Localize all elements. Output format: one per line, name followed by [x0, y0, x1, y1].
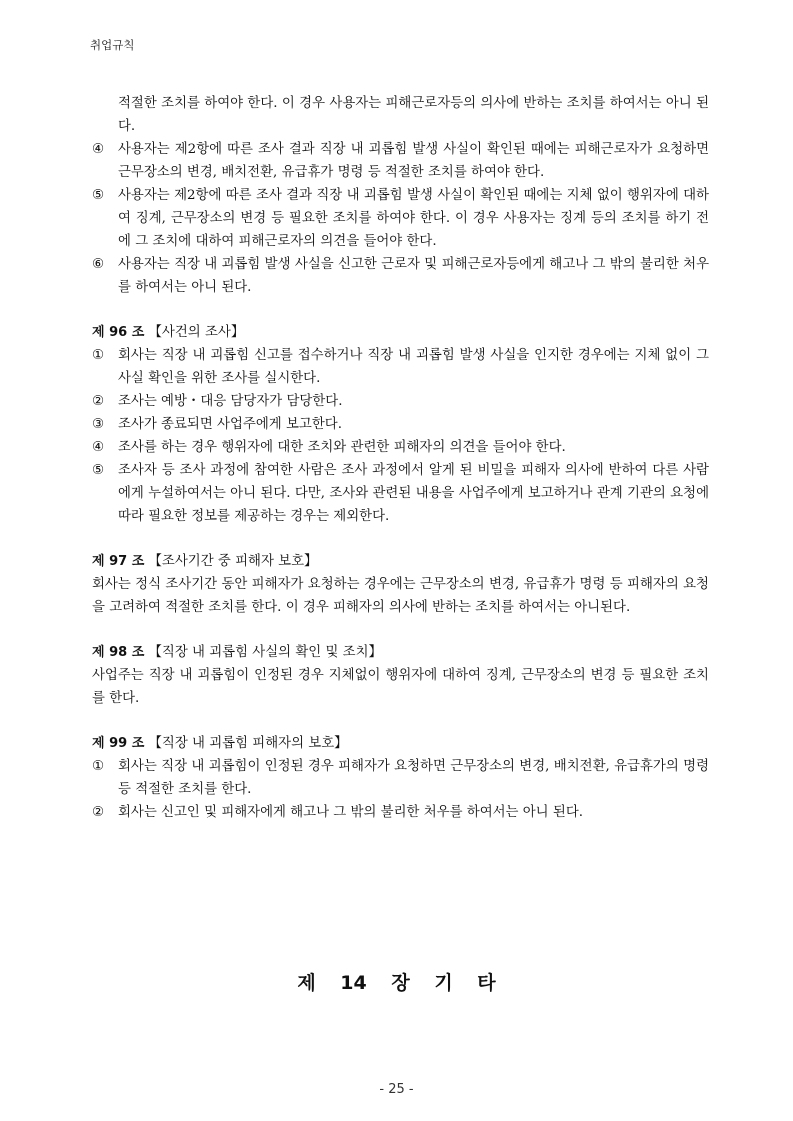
- article-96: [92, 321, 709, 528]
- article-heading: [92, 550, 709, 573]
- page-number: - 25 -: [379, 1082, 414, 1097]
- article-number: 제 97 조: [92, 554, 145, 569]
- list-item: [92, 390, 709, 413]
- list-item: [92, 138, 709, 184]
- article-body: 사업주는 직장 내 괴롭힘이 인정된 경우 지체없이 행위자에 대하여 징계, 근무장소의 변경 등 필요한 조치를 한다.: [92, 668, 709, 706]
- article-97: [92, 550, 709, 619]
- document-body: [92, 92, 709, 824]
- article-heading: [92, 641, 709, 664]
- list-item: [92, 413, 709, 436]
- article-heading: [92, 732, 709, 755]
- item-number: ③: [92, 417, 105, 432]
- list-item: [92, 344, 709, 390]
- list-item: [92, 253, 709, 299]
- item-text: 조사가 종료되면 사업주에게 보고한다.: [118, 417, 342, 432]
- article-99: [92, 732, 709, 824]
- item-text: 회사는 직장 내 괴롭힘이 인정된 경우 피해자가 요청하면 근무장소의 변경, 배치전환, 유급휴가의 명령 등 적절한 조치를 한다.: [118, 759, 709, 797]
- document-header: 취업규칙: [90, 38, 135, 52]
- item-number: ④: [92, 440, 105, 455]
- item-number: ⑥: [92, 257, 105, 272]
- item-text: 사용자는 직장 내 괴롭힘 발생 사실을 신고한 근로자 및 피해근로자등에게 해고나 그 밖의 불리한 처우를 하여서는 아니 된다.: [118, 257, 709, 295]
- item-number: ⑤: [92, 463, 105, 478]
- item-text: 조사자 등 조사 과정에 참여한 사람은 조사 과정에서 알게 된 비밀을 피해자 의사에 반하여 다른 사람에게 누설하여서는 아니 된다. 다만, 조사와 관련된 내용을 사업주에게 보고하거나 관계 기관의 요청에 따라 필요한 정보를 제공하는 경우는 제외한다.: [118, 463, 709, 524]
- article-98: [92, 641, 709, 710]
- item-text: 회사는 직장 내 괴롭힘 신고를 접수하거나 직장 내 괴롭힘 발생 사실을 인지한 경우에는 지체 없이 그 사실 확인을 위한 조사를 실시한다.: [118, 348, 709, 386]
- article-body: 회사는 정식 조사기간 동안 피해자가 요청하는 경우에는 근무장소의 변경, 유급휴가 명령 등 피해자의 요청을 고려하여 적절한 조치를 한다. 이 경우 피해자의 의사에 반하는 조치를 하여서는 아니된다.: [92, 577, 709, 615]
- chapter-title: 제 14 장 기 타: [297, 972, 496, 994]
- article-title: 【직장 내 괴롭힘 피해자의 보호】: [148, 736, 348, 751]
- list-item: [92, 459, 709, 528]
- article-heading: [92, 321, 709, 344]
- prev-article-items: [92, 138, 709, 299]
- item-text: 조사를 하는 경우 행위자에 대한 조치와 관련한 피해자의 의견을 들어야 한다.: [118, 440, 566, 455]
- item-number: ②: [92, 394, 105, 409]
- list-item: [92, 801, 709, 824]
- article-number: 제 98 조: [92, 645, 145, 660]
- article-title: 【조사기간 중 피해자 보호】: [148, 554, 318, 569]
- item-text: 사용자는 제2항에 따른 조사 결과 직장 내 괴롭힘 발생 사실이 확인된 때에는 피해근로자가 요청하면 근무장소의 변경, 배치전환, 유급휴가 명령 등 적절한 조치를 하여야 한다.: [118, 142, 709, 180]
- item-text: 조사는 예방・대응 담당자가 담당한다.: [118, 394, 343, 409]
- article-number: 제 96 조: [92, 325, 145, 340]
- article-title: 【사건의 조사】: [148, 325, 245, 340]
- continuation-text: 적절한 조치를 하여야 한다. 이 경우 사용자는 피해근로자등의 의사에 반하는 조치를 하여서는 아니 된다.: [118, 96, 709, 134]
- item-text: 회사는 신고인 및 피해자에게 해고나 그 밖의 불리한 처우를 하여서는 아니 된다.: [118, 805, 584, 820]
- list-item: [92, 184, 709, 253]
- item-text: 사용자는 제2항에 따른 조사 결과 직장 내 괴롭힘 발생 사실이 확인된 때에는 지체 없이 행위자에 대하여 징계, 근무장소의 변경 등 필요한 조치를 하여야 한다. 이 경우 사용자는 징계 등의 조치를 하기 전에 그 조치에 대하여 피해근로자의 의견을 들어야 한다.: [118, 188, 709, 249]
- item-number: ②: [92, 805, 105, 820]
- list-item: [92, 436, 709, 459]
- list-item: [92, 755, 709, 801]
- item-number: ①: [92, 348, 105, 363]
- article-title: 【직장 내 괴롭힘 사실의 확인 및 조치】: [148, 645, 382, 660]
- item-number: ⑤: [92, 188, 105, 203]
- article-number: 제 99 조: [92, 736, 145, 751]
- item-number: ①: [92, 759, 105, 774]
- item-number: ④: [92, 142, 105, 157]
